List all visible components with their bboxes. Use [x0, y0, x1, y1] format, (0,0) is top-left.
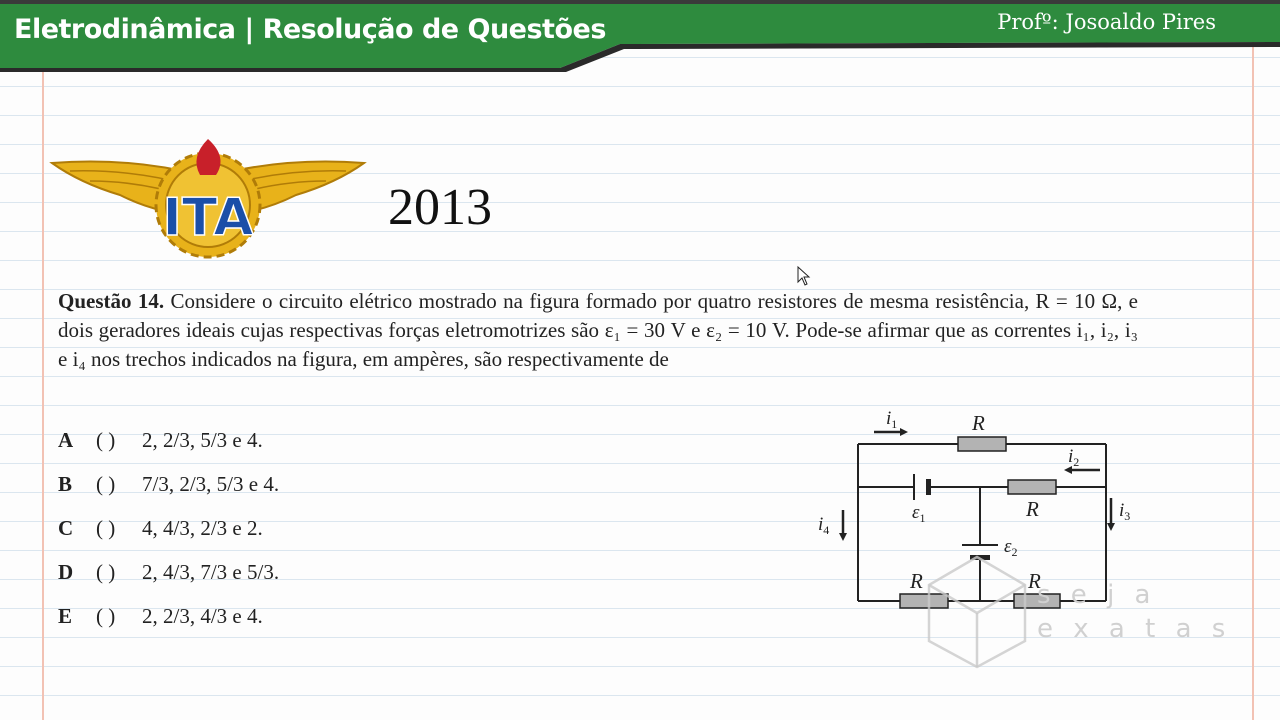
header-professor: Profº: Josoaldo Pires [997, 10, 1216, 34]
label-i3: $i_3$ [1119, 500, 1131, 523]
question-label: Questão 14. [58, 289, 165, 313]
right-margin-line [1252, 0, 1254, 720]
exam-year: 2013 [388, 179, 492, 236]
option-text: 7/3, 2/3, 5/3 e 4. [142, 472, 280, 496]
option-checkbox[interactable]: ( ) [96, 428, 116, 452]
option-letter: E [58, 604, 73, 628]
mouse-cursor-icon [797, 266, 811, 286]
question-statement [58, 287, 1138, 374]
option-b[interactable] [58, 469, 279, 513]
option-checkbox[interactable]: ( ) [96, 560, 116, 584]
option-letter: D [58, 560, 74, 584]
watermark-logo [925, 555, 1232, 670]
label-e2: $\varepsilon_2$ [1004, 536, 1018, 559]
watermark-text-line2: e x a t a s [1037, 614, 1232, 644]
option-text: 4, 4/3, 2/3 e 2. [142, 516, 263, 540]
label-i1: $i_1$ [886, 408, 898, 431]
option-d[interactable] [58, 557, 279, 601]
header-title: Eletrodinâmica | Resolução de Questões [14, 14, 606, 45]
battery-e1-short-plate [926, 479, 931, 495]
label-r-bottom-right: R [1028, 569, 1041, 593]
label-e1: $\varepsilon_1$ [912, 502, 926, 525]
option-checkbox[interactable]: ( ) [96, 472, 116, 496]
option-text: 2, 2/3, 5/3 e 4. [142, 428, 263, 452]
answer-options [58, 425, 279, 645]
option-text: 2, 4/3, 7/3 e 5/3. [142, 560, 280, 584]
option-checkbox[interactable]: ( ) [96, 516, 116, 540]
ita-logo [50, 135, 366, 264]
label-i4: $i_4$ [818, 514, 830, 537]
question-text: Considere o circuito elétrico mostrado na figura formado por quatro resistores de mesma resistência, R = 10 Ω, e dois geradores ideais cujas respectivas forças eletromotrizes são ε₁ = 30 V e ε₂ = 10 V. Pode-se afirmar que as correntes i₁, i₂, i₃ e i₄ nos trechos indicados na figura, em ampères, são respectivamente de [58, 289, 1139, 371]
label-r-middle: R [1026, 497, 1039, 521]
watermark-text-line1: s e j a [1037, 580, 1157, 610]
label-r-top: R [972, 411, 985, 435]
option-letter: B [58, 472, 73, 496]
left-margin-line [42, 0, 44, 720]
ita-logo-text: ITA [162, 188, 254, 248]
label-r-bottom-left: R [910, 569, 923, 593]
option-c[interactable] [58, 513, 279, 557]
resistor-middle [1008, 480, 1056, 494]
option-a[interactable] [58, 425, 279, 469]
label-i2: $i_2$ [1068, 446, 1080, 469]
header-banner [0, 0, 1280, 70]
option-letter: C [58, 516, 74, 540]
option-text: 2, 2/3, 4/3 e 4. [142, 604, 263, 628]
resistor-top [958, 437, 1006, 451]
option-letter: A [58, 428, 74, 452]
option-checkbox[interactable]: ( ) [96, 604, 116, 628]
option-e[interactable] [58, 601, 279, 645]
